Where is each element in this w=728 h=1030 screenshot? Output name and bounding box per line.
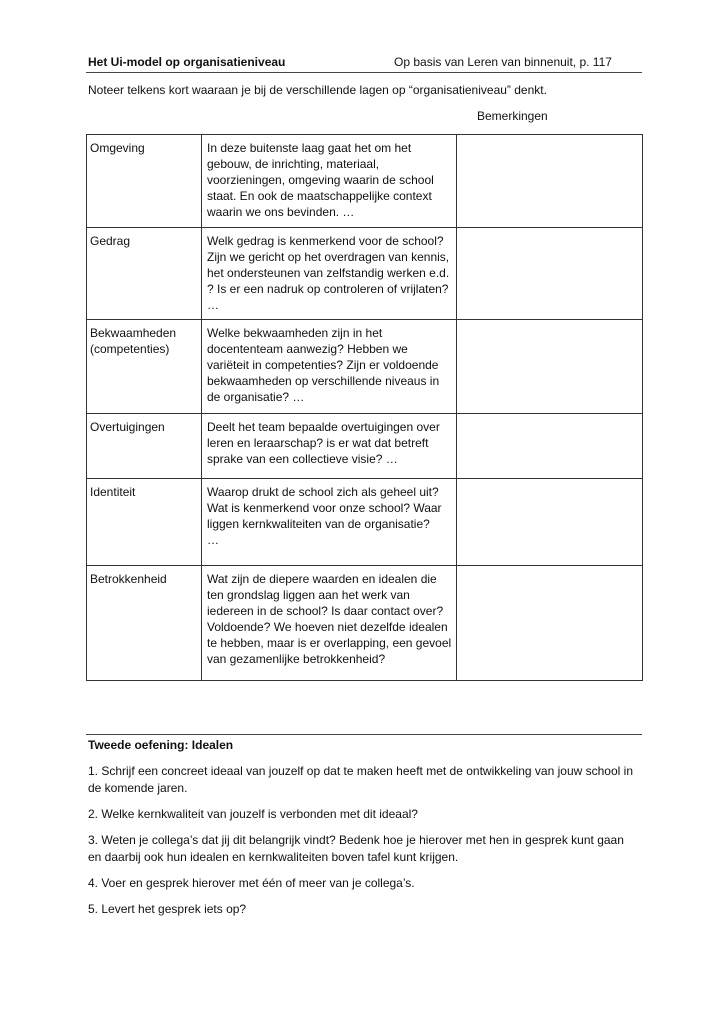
document-source: Op basis van Leren van binnenuit, p. 117	[394, 55, 612, 69]
layer-name: Overtuigingen	[87, 414, 202, 479]
exercise-item: 1. Schrijf een concreet ideaal van jouzelf op dat te maken heeft met de ontwikkeling van jouw school in de komende jaren.	[88, 764, 633, 795]
layer-question: In deze buitenste laag gaat het om het gebouw, de inrichting, materiaal, voorzieningen, omgeving waarin de school staat. En ook de maatschappelijke context waarin we ons bevinden. …	[202, 135, 457, 228]
table-row	[87, 566, 643, 681]
layers-table	[86, 134, 643, 681]
layer-question: Waarop drukt de school zich als geheel uit? Wat is kenmerkend voor onze school? Waar liggen kernkwaliteiten van de organisatie? …	[202, 479, 457, 566]
remark-cell[interactable]	[457, 566, 643, 681]
layer-question: Deelt het team bepaalde overtuigingen over leren en leraarschap? is er wat dat betreft sprake van een collectieve visie? …	[202, 414, 457, 479]
layer-name: Bekwaamheden (competenties)	[87, 320, 202, 414]
table-row	[87, 479, 643, 566]
exercise-item: 2. Welke kernkwaliteit van jouzelf is verbonden met dit ideaal?	[88, 807, 418, 821]
layer-name: Identiteit	[87, 479, 202, 566]
exercise-item: 3. Weten je collega’s dat jij dit belangrijk vindt? Bedenk hoe je hierover met hen in gesprek kunt gaan en daarbij ook hun idealen en kernkwaliteiten boven tafel kunt krijgen.	[88, 833, 624, 864]
exercise-item: 4. Voer en gesprek hierover met één of meer van je collega’s.	[88, 876, 415, 890]
layer-name: Betrokkenheid	[87, 566, 202, 681]
page-header	[86, 55, 642, 73]
section-divider	[86, 734, 642, 735]
layer-name: Gedrag	[87, 228, 202, 320]
table-row	[87, 228, 643, 320]
remarks-column-header: Bemerkingen	[477, 109, 548, 123]
exercise-item: 5. Levert het gesprek iets op?	[88, 902, 247, 916]
remark-cell[interactable]	[457, 320, 643, 414]
header-divider	[86, 72, 642, 73]
table-row	[87, 414, 643, 479]
table-row	[87, 320, 643, 414]
remark-cell[interactable]	[457, 228, 643, 320]
layer-name: Omgeving	[87, 135, 202, 228]
layer-question: Welk gedrag is kenmerkend voor de school? Zijn we gericht op het overdragen van kennis, het ondersteunen van zelfstandig werken e.d. ? Is er een nadruk op controleren of vrijlaten? …	[202, 228, 457, 320]
exercise-title: Tweede oefening: Idealen	[88, 738, 234, 752]
remark-cell[interactable]	[457, 479, 643, 566]
layer-question: Welke bekwaamheden zijn in het docententeam aanwezig? Hebben we variëteit in competenties? Zijn er voldoende bekwaamheden op verschillende niveaus in de organisatie? …	[202, 320, 457, 414]
remark-cell[interactable]	[457, 414, 643, 479]
layer-question: Wat zijn de diepere waarden en idealen die ten grondslag liggen aan het werk van iedereen in de school? Is daar contact over? Voldoende? We hoeven niet dezelfde idealen te hebben, maar is er overlapping, een gevoel van gezamenlijke betrokkenheid?	[202, 566, 457, 681]
exercise-section	[88, 737, 640, 927]
document-title: Het Ui-model op organisatieniveau	[88, 55, 286, 69]
table-row	[87, 135, 643, 228]
remark-cell[interactable]	[457, 135, 643, 228]
instruction-text: Noteer telkens kort waaraan je bij de verschillende lagen op “organisatieniveau” denkt.	[88, 83, 547, 97]
